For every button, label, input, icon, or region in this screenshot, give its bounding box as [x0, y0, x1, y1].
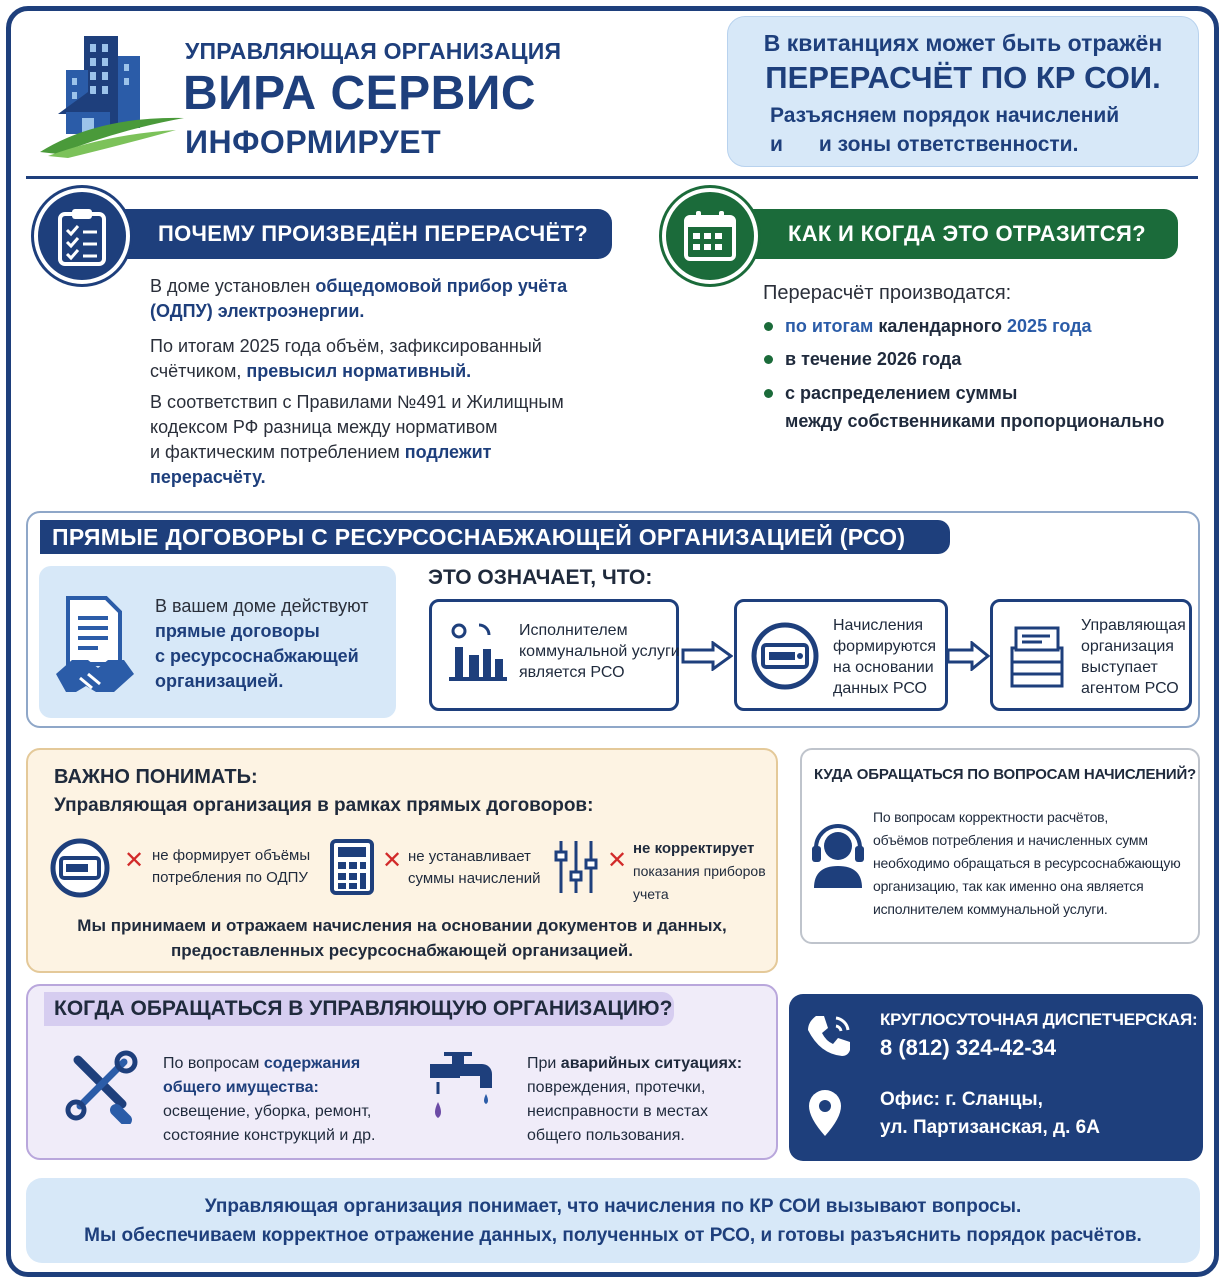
uo-item-1: По вопросам содержания общего имущества: освещение, уборка, ремонт, состояние конструкций и др. [163, 1055, 376, 1144]
utility-icon [447, 619, 509, 685]
why-title: ПОЧЕМУ ПРОИЗВЕДЁН ПЕРЕРАСЧЁТ? [110, 209, 612, 259]
building-logo [38, 30, 188, 160]
notice-line3: Разъясняем порядок начислений [770, 104, 1120, 127]
x-item-2: не устанавливает суммы начислений [408, 848, 541, 887]
x-item-3: не корректирует показания приборов учета [633, 840, 766, 902]
meter-icon [750, 621, 820, 691]
faucet-icon [426, 1050, 502, 1132]
important-note: Мы принимаем и отражаем начисления на основании документов и данных, предоставленных ресурсоснабжающей организацией. [77, 916, 727, 960]
means-heading: ЭТО ОЗНАЧАЕТ, ЧТО: [428, 566, 653, 589]
notice-line4: и и зоны ответственности. [770, 133, 1079, 156]
dispatch-label: КРУГЛОСУТОЧНАЯ ДИСПЕТЧЕРСКАЯ: [880, 1010, 1198, 1029]
direct-title: ПРЯМЫЕ ДОГОВОРЫ С РЕСУРСОСНАБЖАЮЩЕЙ ОРГАНИЗАЦИЕЙ (РСО) [40, 520, 950, 554]
notice-line2: ПЕРЕРАСЧЁТ ПО КР СОИ. [765, 60, 1161, 95]
sliders-icon [553, 838, 599, 896]
org-name: ВИРА СЕРВИС [183, 67, 536, 120]
direct-left-text: В вашем доме действуют прямые договоры с ресурсоснабжающей организацией. [155, 596, 369, 691]
rso-contact-title: КУДА ОБРАЩАТЬСЯ ПО ВОПРОСАМ НАЧИСЛЕНИЙ? [814, 766, 1197, 783]
arrow-right-icon [681, 641, 733, 671]
why-p2: По итогам 2025 года объём, зафиксированный счётчиком, превысил нормативный. [150, 336, 542, 381]
tools-icon [64, 1050, 140, 1124]
clipboard-check-icon [34, 188, 130, 284]
footer-line2: Мы обеспечиваем корректное отражение данных, полученных от РСО, и готовы разъяснить порядок расчётов. [84, 1225, 1142, 1246]
notice-line1: В квитанциях может быть отражён [763, 30, 1163, 56]
header-divider [26, 176, 1198, 179]
office-address: Офис: г. Сланцы, ул. Партизанская, д. 6А [880, 1089, 1100, 1138]
document-handshake-icon [54, 596, 134, 696]
card-charges-text: Начисления формируются на основании данных РСО [833, 617, 937, 697]
meter-icon [49, 837, 111, 899]
x-item-1: не формирует объёмы потребления по ОДПУ [152, 847, 311, 886]
org-informs: ИНФОРМИРУЕТ [185, 124, 442, 160]
rso-contact-text: По вопросам корректности расчётов, объёмов потребления и начисленных сумм необходимо обращаться в ресурсоснабжающую организацию, так как именно она является исполнителем коммунальной услуги. [873, 809, 1181, 917]
arrow-right-icon [946, 641, 992, 671]
when-intro: Перерасчёт производатся: [763, 282, 1012, 304]
dispatch-phone[interactable]: 8 (812) 324-42-34 [880, 1035, 1057, 1060]
cross-icon: ✕ [607, 847, 628, 874]
calculator-icon [329, 838, 375, 896]
org-line: УПРАВЛЯЮЩАЯ ОРГАНИЗАЦИЯ [185, 38, 562, 64]
uo-item-2: При аварийных ситуациях: повреждения, протечки, неисправности в местах общего пользования. [527, 1055, 743, 1144]
footer-line1: Управляющая организация понимает, что начисления по КР СОИ вызывают вопросы. [204, 1196, 1022, 1217]
card-agent-text: Управляющая организация выступает агентом РСО [1081, 617, 1186, 697]
location-icon [806, 1088, 844, 1138]
papers-stack-icon [1006, 622, 1068, 692]
phone-icon [806, 1012, 854, 1060]
card-executor-text: Исполнителем коммунальной услуги является РСО [519, 622, 680, 681]
when-bullet-1: по итогам календарного 2025 года [764, 316, 1092, 337]
why-p1: В доме установлен общедомовой прибор учёта (ОДПУ) электроэнергии. [150, 276, 568, 321]
footer-box [26, 1178, 1200, 1263]
important-subtitle: Управляющая организация в рамках прямых договоров: [54, 795, 594, 816]
calendar-icon [662, 188, 758, 284]
when-title: КАК И КОГДА ЭТО ОТРАЗИТСЯ? [722, 209, 1178, 259]
important-title: ВАЖНО ПОНИМАТЬ: [54, 766, 258, 788]
when-bullet-3-cont: между собственниками пропорционально [785, 411, 1165, 431]
cross-icon: ✕ [382, 847, 403, 874]
when-bullet-2: в течение 2026 года [764, 349, 961, 370]
uo-title: КОГДА ОБРАЩАТЬСЯ В УПРАВЛЯЮЩУЮ ОРГАНИЗАЦИЮ? [44, 992, 674, 1026]
cross-icon: ✕ [124, 847, 145, 874]
why-p3: В соответствип с Правилами №491 и Жилищным кодексом РФ разница между нормативом и фактическим потреблением подлежит перерасчёту. [150, 392, 564, 487]
when-bullet-3: с распределением суммы [764, 383, 1017, 404]
headset-icon [808, 822, 868, 890]
